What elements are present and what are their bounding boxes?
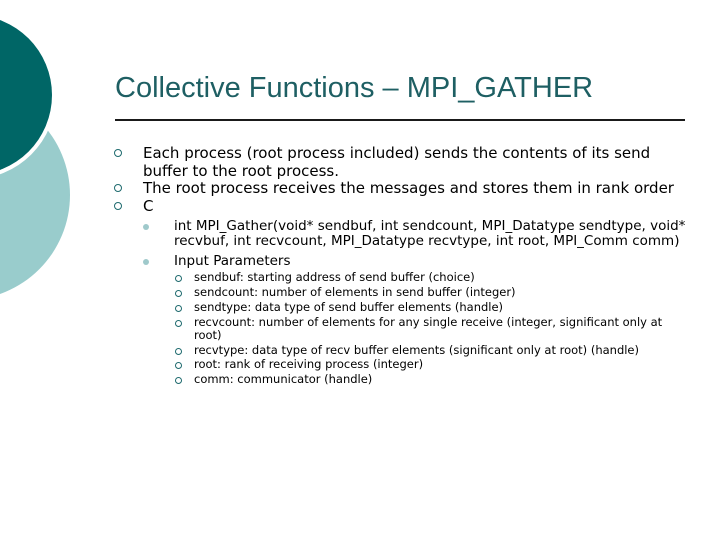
sub-bullet-item <box>143 254 693 387</box>
bullet-item <box>113 180 693 198</box>
parameter-item <box>174 271 693 284</box>
circle-bullet-icon <box>175 362 182 369</box>
circle-bullet-icon <box>114 202 122 210</box>
parameter-text: sendbuf: starting address of send buffer (choice) <box>194 270 475 285</box>
parameter-text: recvcount: number of elements for any single receive (integer, significant only at root) <box>194 314 663 342</box>
sub-bullet-text: Input Parameters <box>174 252 291 269</box>
parameter-item <box>174 344 693 357</box>
bullet-text: C <box>143 196 154 215</box>
parameter-item <box>174 373 693 386</box>
function-signature: int MPI_Gather(void* sendbuf, int sendcount, MPI_Datatype sendtype, void* recvbuf, int recvcount, MPI_Datatype recvtype, int root, MPI_Comm comm) <box>174 218 686 249</box>
circle-bullet-icon <box>175 320 182 327</box>
circle-bullet-icon <box>175 275 182 282</box>
parameter-item <box>174 301 693 314</box>
bullet-text: Each process (root process included) sends the contents of its send buffer to the root process. <box>143 144 651 180</box>
dot-bullet-icon <box>143 259 149 265</box>
parameter-item <box>174 286 693 299</box>
parameter-text: root: rank of receiving process (integer) <box>194 357 424 372</box>
title-divider <box>115 119 685 121</box>
circle-bullet-icon <box>175 377 182 384</box>
circle-bullet-icon <box>114 149 122 157</box>
parameter-text: comm: communicator (handle) <box>194 372 373 387</box>
bullet-item <box>113 145 693 180</box>
parameter-text: sendcount: number of elements in send buffer (integer) <box>194 284 516 299</box>
bullet-list <box>113 145 693 387</box>
circle-bullet-icon <box>175 348 182 355</box>
bullet-item <box>113 198 693 387</box>
sub-bullet-item <box>143 219 693 248</box>
sub-bullet-list <box>143 219 693 386</box>
parameter-item <box>174 316 693 343</box>
circle-bullet-icon <box>175 305 182 312</box>
parameter-text: sendtype: data type of send buffer elements (handle) <box>194 299 504 314</box>
parameter-text: recvtype: data type of recv buffer elements (significant only at root) (handle) <box>194 342 639 357</box>
slide-body <box>113 145 693 392</box>
page-title: Collective Functions – MPI_GATHER <box>115 72 594 104</box>
circle-bullet-icon <box>175 290 182 297</box>
dot-bullet-icon <box>143 224 149 230</box>
parameter-item <box>174 358 693 371</box>
bullet-text: The root process receives the messages and stores them in rank order <box>143 179 674 198</box>
circle-bullet-icon <box>114 184 122 192</box>
parameter-list <box>174 271 693 386</box>
